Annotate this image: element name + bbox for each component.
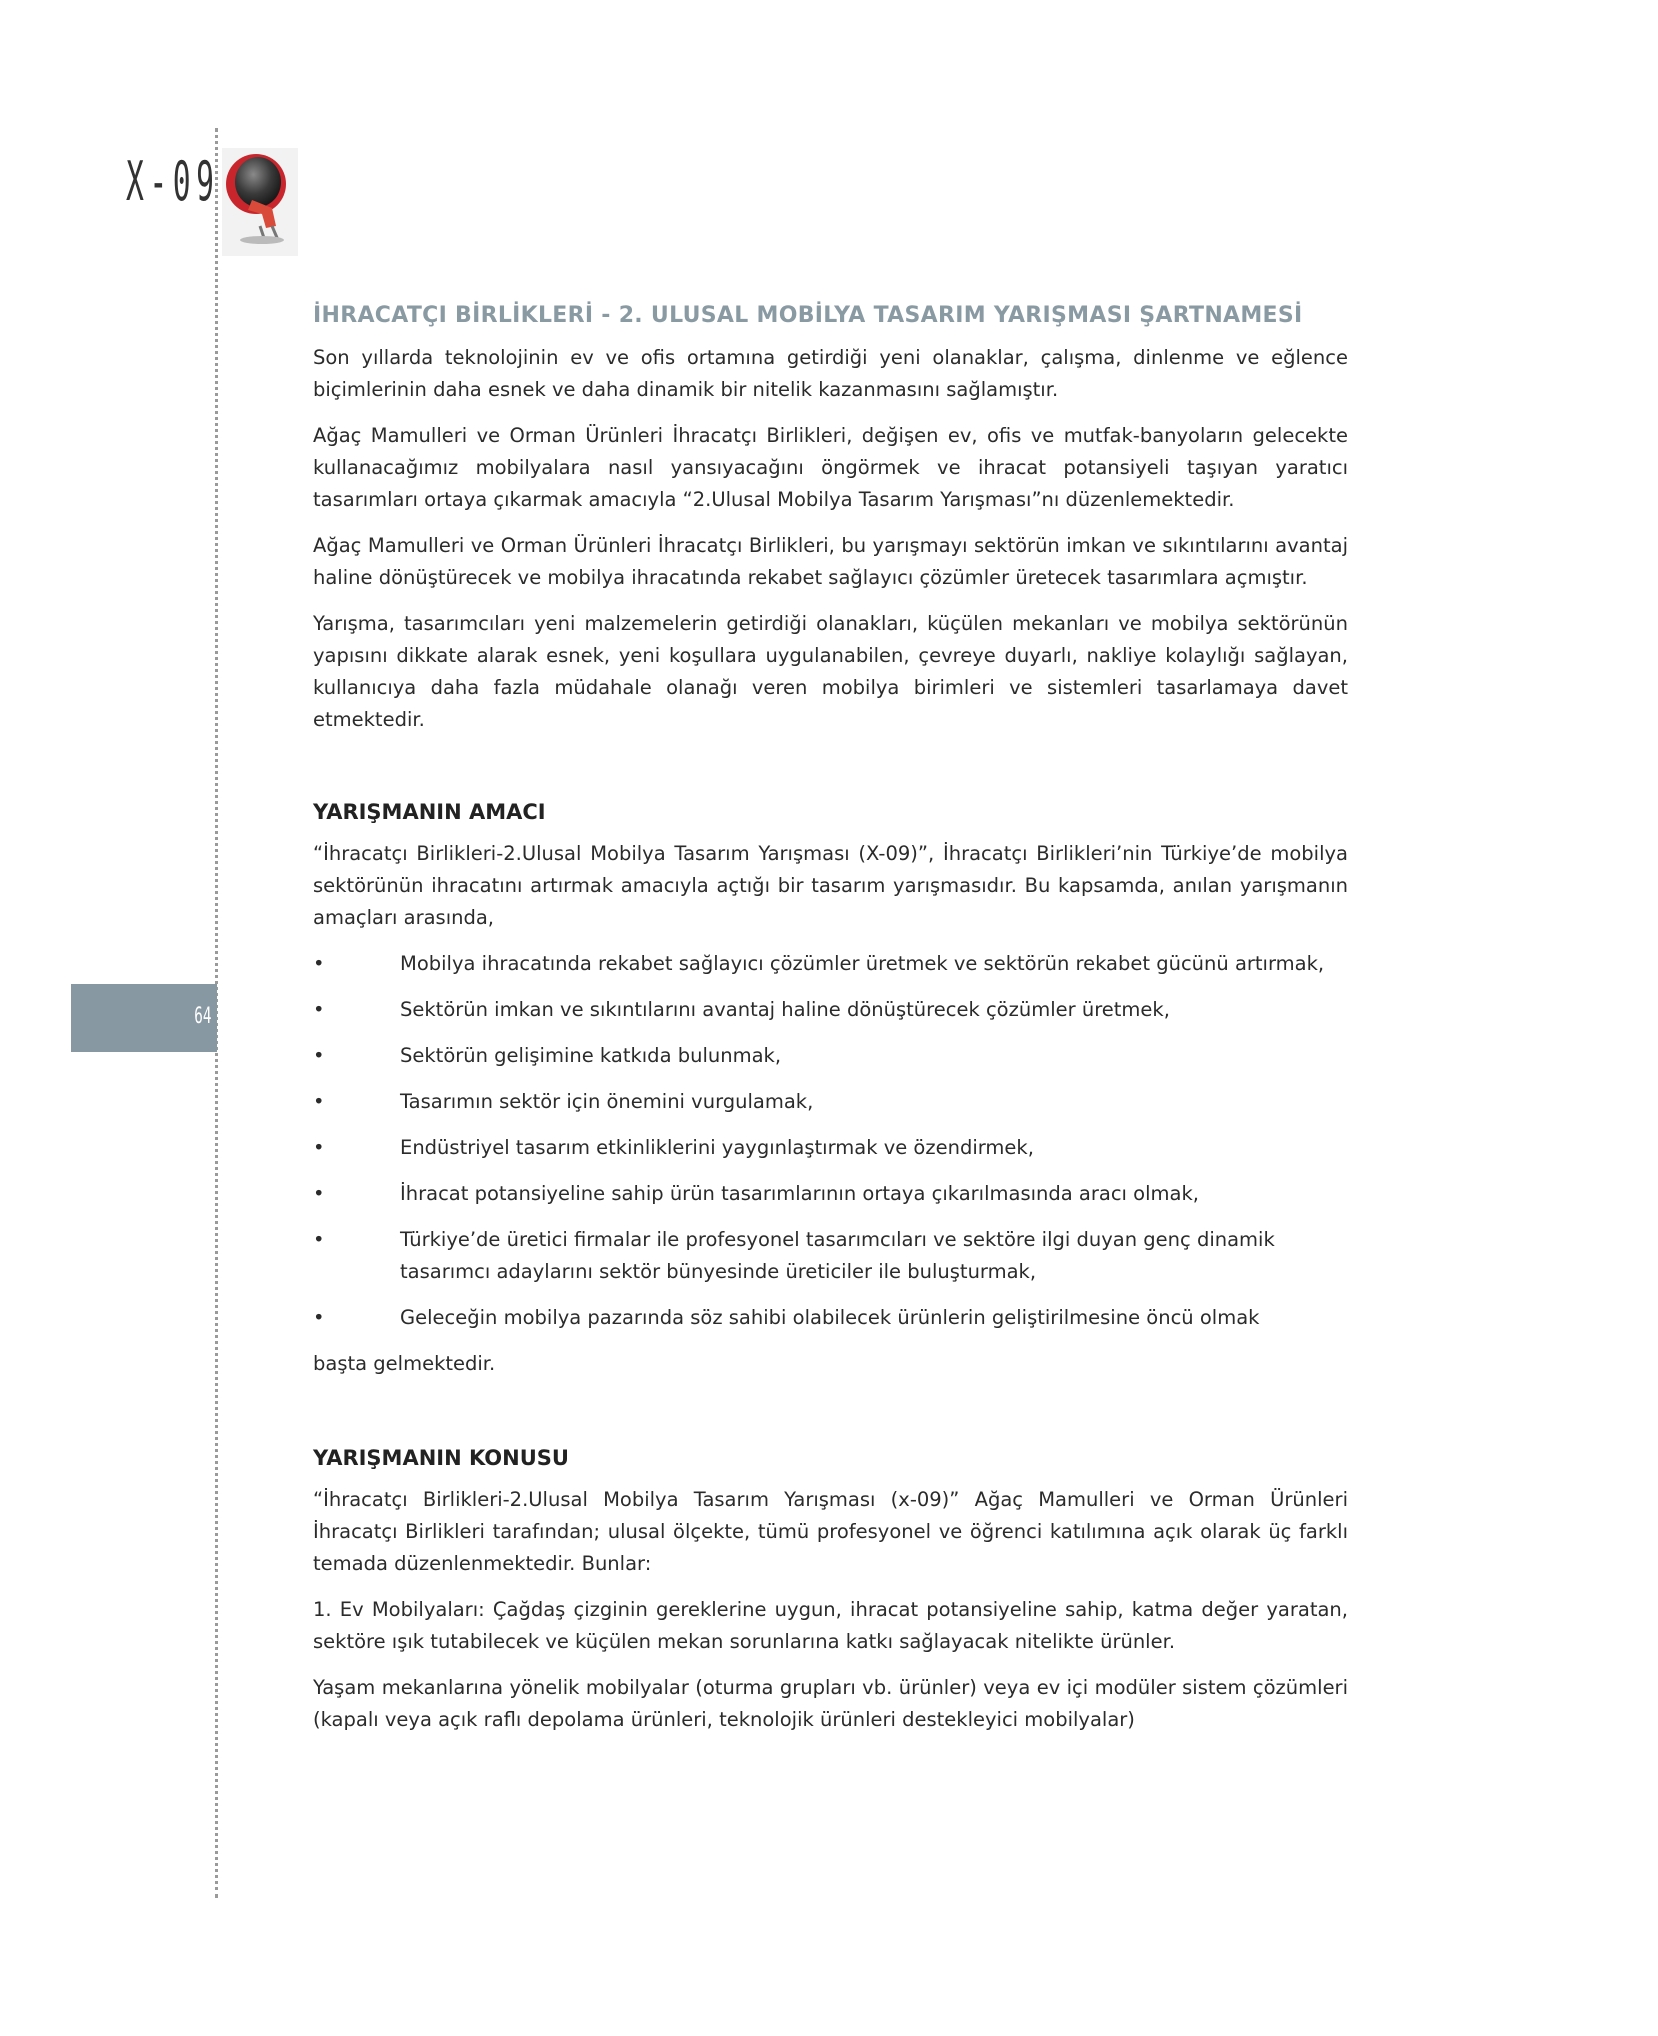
intro-paragraph: Yarışma, tasarımcıları yeni malzemelerin getirdiği olanakları, küçülen mekanları ve mobilya sektörünün yapısını dikkate alarak esnek, yeni koşullara uygulanabilen, çevreye duyarlı, nakliye kolaylığı sağlayan, kullanıcıya daha fazla müdahale olanağı veren mobilya birimleri ve sistemleri tasarlamaya davet etmektedir. xyxy=(313,612,1348,731)
bullet: • xyxy=(313,1136,325,1159)
list-item-text: Tasarımın sektör için önemini vurgulamak, xyxy=(400,1090,814,1113)
list-item-text: Endüstriyel tasarım etkinliklerini yaygınlaştırmak ve özendirmek, xyxy=(400,1136,1034,1159)
bullet: • xyxy=(313,952,325,975)
list-item-text: İhracat potansiyeline sahip ürün tasarımlarının ortaya çıkarılmasında aracı olmak, xyxy=(400,1182,1199,1205)
list-item xyxy=(313,994,1348,1026)
document-body xyxy=(313,300,1348,1750)
list-item-text: Sektörün gelişimine katkıda bulunmak, xyxy=(400,1044,782,1067)
list-item-text: Geleceğin mobilya pazarında söz sahibi olabilecek ürünlerin geliştirilmesine öncü olmak xyxy=(400,1306,1260,1329)
list-item xyxy=(313,1086,1348,1118)
bullet: • xyxy=(313,1306,325,1329)
list-item-text: Sektörün imkan ve sıkıntılarını avantaj haline dönüştürecek çözümler üretmek, xyxy=(400,998,1170,1021)
goal-list xyxy=(313,948,1348,1334)
intro-paragraph: Son yıllarda teknolojinin ev ve ofis ortamına getirdiği yeni olanaklar, çalışma, dinlenme ve eğlence biçimlerinin daha esnek ve daha dinamik bir nitelik kazanmasını sağlamıştır. xyxy=(313,346,1348,401)
list-item xyxy=(313,1178,1348,1210)
bullet: • xyxy=(313,1182,325,1205)
goal-closing: başta gelmektedir. xyxy=(313,1352,496,1375)
document-title: İHRACATÇI BİRLİKLERİ - 2. ULUSAL MOBİLYA TASARIM YARIŞMASI ŞARTNAMESİ xyxy=(313,303,1303,328)
list-item xyxy=(313,948,1348,980)
bullet: • xyxy=(313,1228,325,1251)
list-item-text: Mobilya ihracatında rekabet sağlayıcı çözümler üretmek ve sektörün rekabet gücünü artırmak, xyxy=(400,952,1325,975)
chair-logo-icon xyxy=(222,148,298,256)
goal-intro: “İhracatçı Birlikleri-2.Ulusal Mobilya Tasarım Yarışması (X-09)”, İhracatçı Birlikleri’nin Türkiye’de mobilya sektörünün ihracatını artırmak amacıyla açtığı bir tasarım yarışmasıdır. Bu kapsamda, anılan yarışmanın amaçları arasında, xyxy=(313,842,1348,929)
subject-item-detail: Yaşam mekanlarına yönelik mobilyalar (oturma grupları vb. ürünler) veya ev içi modüler sistem çözümleri (kapalı veya açık raflı depolama ürünleri, teknolojik ürünleri destekleyici mobilyalar) xyxy=(313,1676,1348,1731)
bullet: • xyxy=(313,1044,325,1067)
page-number-tab xyxy=(71,984,217,1052)
list-item xyxy=(313,1224,1348,1288)
bullet: • xyxy=(313,1090,325,1113)
intro-paragraph: Ağaç Mamulleri ve Orman Ürünleri İhracatçı Birlikleri, değişen ev, ofis ve mutfak-banyoların gelecekte kullanacağımız mobilyalara nasıl yansıyacağını öngörmek ve ihracat potansiyeli taşıyan yaratıcı tasarımları ortaya çıkarmak amacıyla “2.Ulusal Mobilya Tasarım Yarışması”nı düzenlemektedir. xyxy=(313,424,1348,511)
subject-intro: “İhracatçı Birlikleri-2.Ulusal Mobilya Tasarım Yarışması (x-09)” Ağaç Mamulleri ve Orman Ürünleri İhracatçı Birlikleri tarafından; ulusal ölçekte, tümü profesyonel ve öğrenci katılımına açık olarak üç farklı temada düzenlenmektedir. Bunlar: xyxy=(313,1488,1348,1575)
subject-item-home-furniture: 1. Ev Mobilyaları: Çağdaş çizginin gereklerine uygun, ihracat potansiyeline sahip, katma değer yaratan, sektöre ışık tutabilecek ve küçülen mekan sorunlarına katkı sağlayacak nitelikte ürünler. xyxy=(313,1598,1348,1653)
list-item-text: Türkiye’de üretici firmalar ile profesyonel tasarımcıları ve sektöre ilgi duyan genç dinamik tasarımcı adaylarını sektör bünyesinde üreticiler ile buluşturmak, xyxy=(400,1228,1275,1283)
list-item xyxy=(313,1302,1348,1334)
intro-paragraph: Ağaç Mamulleri ve Orman Ürünleri İhracatçı Birlikleri, bu yarışmayı sektörün imkan ve sıkıntılarını avantaj haline dönüştürecek ve mobilya ihracatında rekabet sağlayıcı çözümler üretecek tasarımlara açmıştır. xyxy=(313,534,1348,589)
logo-wordmark: X-09 xyxy=(126,150,220,213)
list-item xyxy=(313,1040,1348,1072)
list-item xyxy=(313,1132,1348,1164)
subject-heading: YARIŞMANIN KONUSU xyxy=(313,1446,569,1470)
goal-heading: YARIŞMANIN AMACI xyxy=(313,800,546,824)
bullet: • xyxy=(313,998,325,1021)
page-number: 64 xyxy=(193,1004,211,1029)
